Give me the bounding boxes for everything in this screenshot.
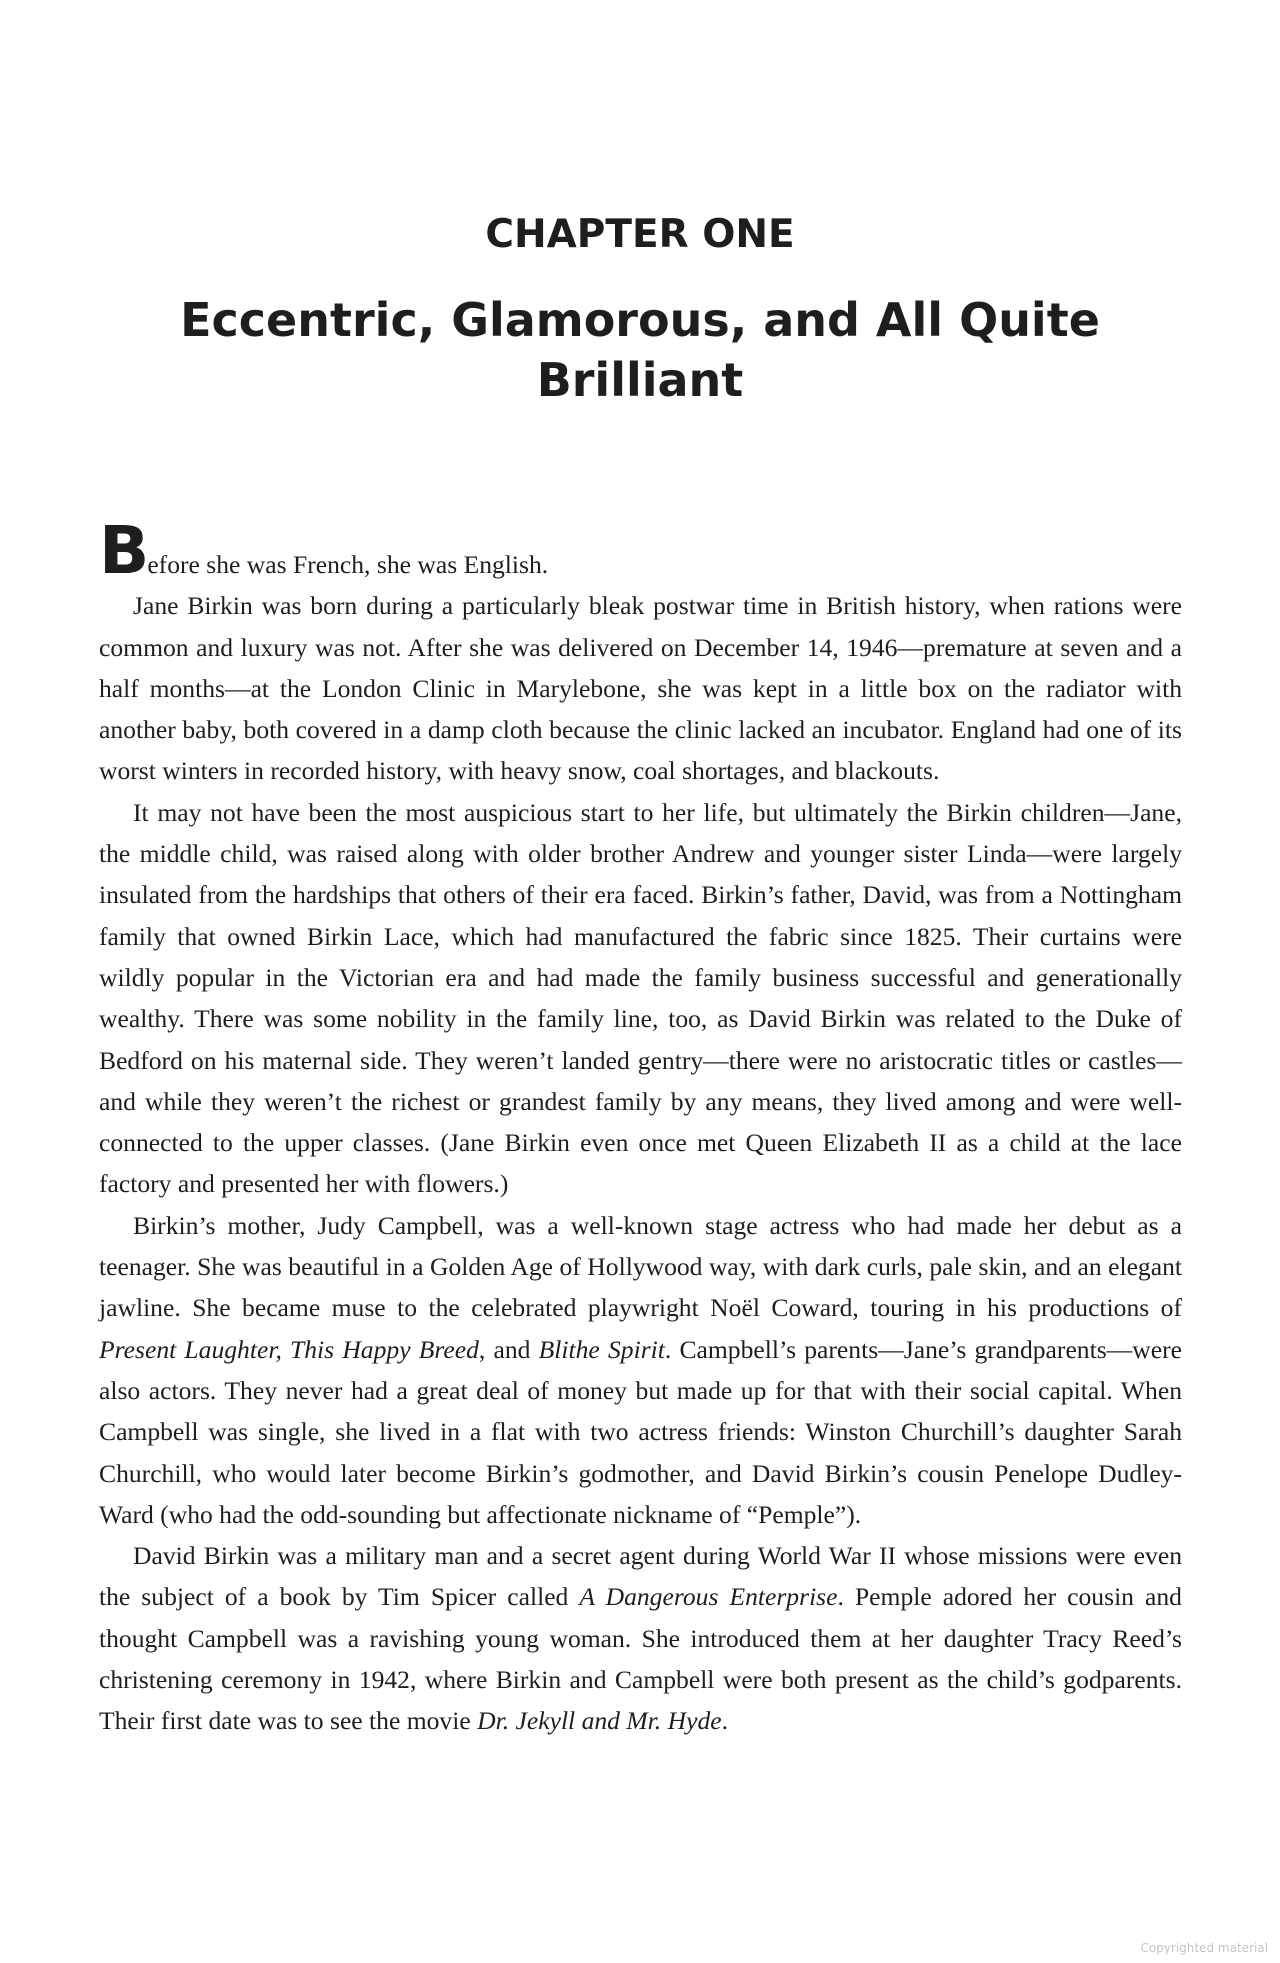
copyright-watermark: Copyrighted material (1140, 1941, 1268, 1955)
paragraph-4-text-1: Birkin’s mother, Judy Campbell, was a well-known stage actress who had made her debut as a teenager. She was beautiful in a Golden Age of Hollywood way, with dark curls, pale skin, and an elegant jawline. She became muse to the celebrated playwright Noël Coward, touring in his productions of (99, 1210, 1182, 1323)
paragraph-4-text-3: . Campbell’s parents—Jane’s grandparents—were also actors. They never had a great deal of money but made up for that with their social capital. When Campbell was single, she lived in a flat with two actress friends: Winston Churchill’s daughter Sarah Churchill, who would later become Birkin’s godmother, and David Birkin’s cousin Penelope Dudley-Ward (who had the odd-sounding but affectionate nickname of “Pemple”). (99, 1334, 1182, 1529)
paragraph-1 (99, 512, 1182, 589)
chapter-body (99, 512, 1182, 1742)
movie-title-italic: Dr. Jekyll and Mr. Hyde (477, 1706, 722, 1736)
paragraph-5 (99, 1535, 1182, 1741)
drop-cap: B (99, 512, 148, 589)
paragraph-5-text-1: David Birkin was a military man and a secret agent during World War II whose missions were even the subject of a book by Tim Spicer called (99, 1541, 1182, 1612)
paragraph-4-text-2: , and (478, 1334, 539, 1364)
paragraph-5-text-3: . (721, 1706, 729, 1736)
play-title-blithe-spirit: Blithe Spirit (538, 1334, 665, 1364)
paragraph-2: Jane Birkin was born during a particularly bleak postwar time in British history, when rations were common and luxury was not. After she was delivered on December 14, 1946—premature at seven and a half months—at the London Clinic in Marylebone, she was kept in a little box on the radiator with another baby, both covered in a damp cloth because the clinic lacked an incubator. England had one of its worst winters in recorded history, with heavy snow, coal shortages, and blackouts. (99, 591, 1182, 786)
chapter-title: Eccentric, Glamorous, and All Quite Brilliant (180, 293, 1100, 407)
book-title-italic: A Dangerous Enterprise (579, 1582, 838, 1612)
play-titles-italic: Present Laughter, This Happy Breed (99, 1334, 479, 1364)
paragraph-3: It may not have been the most auspicious start to her life, but ultimately the Birkin children—Jane, the middle child, was raised along with older brother Andrew and younger sister Linda—were largely insulated from the hardships that others of their era faced. Birkin’s father, David, was from a Nottingham family that owned Birkin Lace, which had manufactured the fabric since 1825. Their curtains were wildly popular in the Victorian era and had made the family business successful and generationally wealthy. There was some nobility in the family line, too, as David Birkin was related to the Duke of Bedford on his maternal side. They weren’t landed gentry—there were no aristocratic titles or castles—and while they weren’t the richest or grandest family by any means, they lived among and were well-connected to the upper classes. (Jane Birkin even once met Queen Elizabeth II as a child at the lace factory and presented her with flowers.) (99, 797, 1182, 1199)
paragraph-1-text: efore she was French, she was English. (147, 550, 549, 579)
paragraph-4 (99, 1205, 1182, 1535)
chapter-label: CHAPTER ONE (485, 212, 795, 257)
paragraph-5-text-2: . Pemple adored her cousin and thought Campbell was a ravishing young woman. She introduced them at her daughter Tracy Reed’s christening ceremony in 1942, where Birkin and Campbell were both present as the child’s godparents. Their first date was to see the movie (99, 1582, 1182, 1736)
